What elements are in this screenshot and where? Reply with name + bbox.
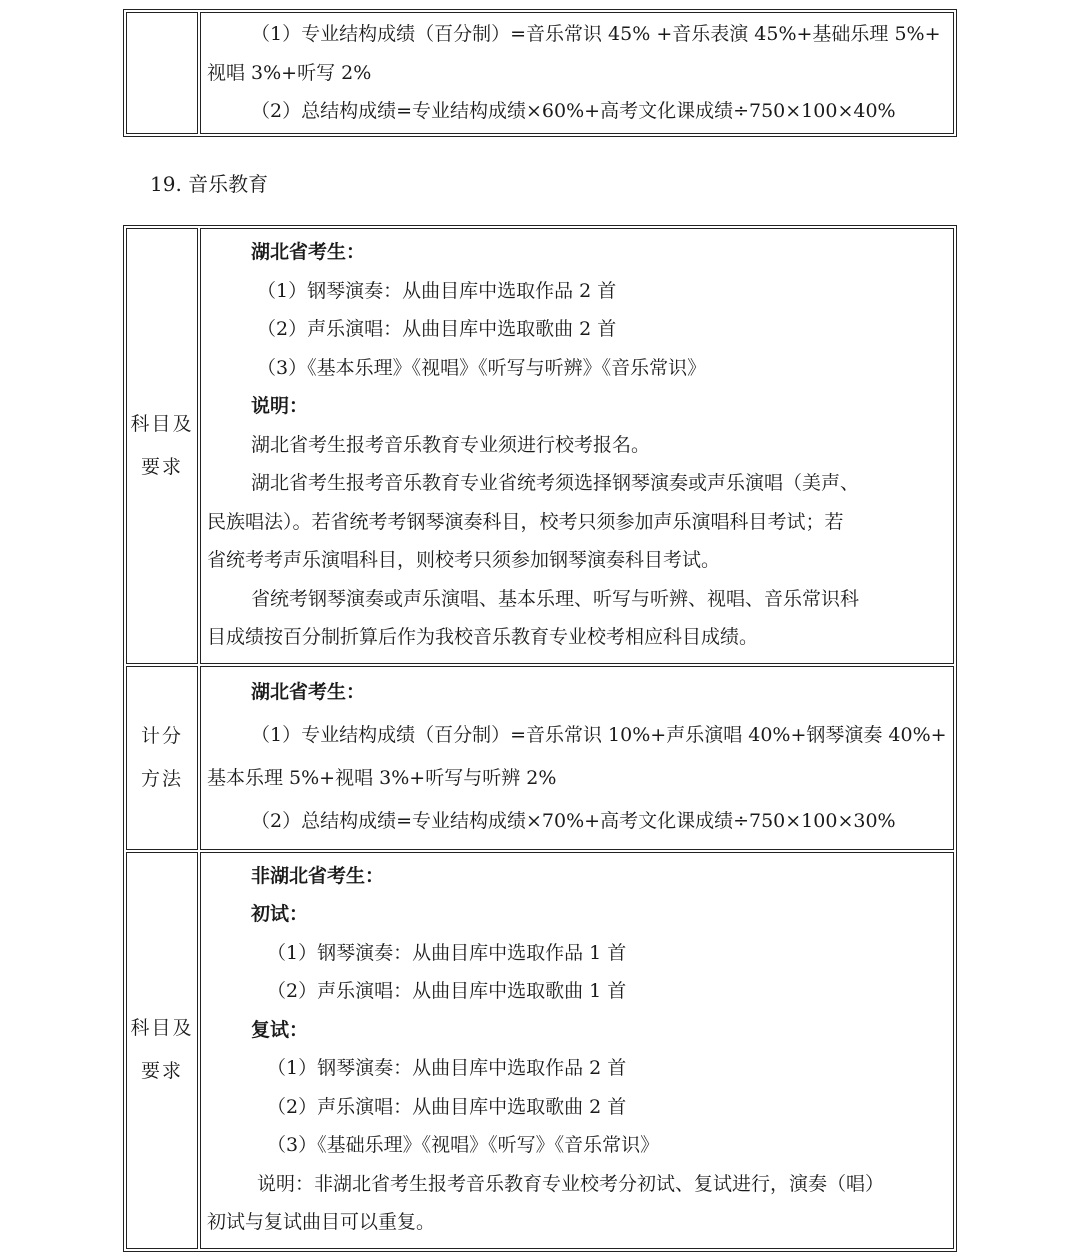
label-line-1: 计分 — [140, 724, 183, 747]
top-score-content — [200, 12, 954, 134]
item-theory: （3）《基本乐理》《视唱》《听写与听辨》《音乐常识》 — [257, 356, 707, 379]
row-subjects-hubei — [126, 228, 954, 664]
second-round-item-vocal: （2）声乐演唱：从曲目库中选取歌曲 2 首 — [267, 1095, 627, 1118]
item-vocal: （2）声乐演唱：从曲目库中选取歌曲 2 首 — [257, 318, 617, 340]
scoring-line-2: 基本乐理 5%+视唱 3%+听写与听辨 2% — [207, 766, 557, 789]
second-round-item-theory: （3）《基础乐理》《视唱》《听写》《音乐常识》 — [267, 1134, 660, 1156]
note-para-2-line-3: 省统考考声乐演唱科目，则校考只须参加钢琴演奏科目考试。 — [207, 549, 721, 571]
top-empty-label-cell — [126, 12, 198, 134]
label-line-2: 要求 — [140, 455, 183, 478]
note-para-3-line-1: 省统考钢琴演奏或声乐演唱、基本乐理、听写与听辨、视唱、音乐常识科 — [251, 587, 860, 610]
heading-hubei-scoring: 湖北省考生： — [251, 680, 366, 703]
note-label: 说明： — [251, 395, 309, 417]
first-round-item-piano: （1）钢琴演奏：从曲目库中选取作品 1 首 — [267, 941, 627, 964]
note-para-3-line-2: 目成绩按百分制折算后作为我校音乐教育专业校考相应科目成绩。 — [207, 626, 759, 648]
label-line-1: 科目及 — [130, 412, 194, 435]
item-piano: （1）钢琴演奏：从曲目库中选取作品 2 首 — [257, 279, 617, 302]
heading-non-hubei: 非湖北省考生： — [251, 864, 385, 887]
note-para-1: 湖北省考生报考音乐教育专业须进行校考报名。 — [251, 433, 651, 456]
first-round-item-vocal: （2）声乐演唱：从曲目库中选取歌曲 1 首 — [267, 980, 627, 1002]
top-line-2: 视唱 3%+听写 2% — [207, 61, 372, 84]
label-line-1: 科目及 — [130, 1017, 194, 1039]
section-title: 19. 音乐教育 — [150, 172, 269, 196]
top-score-table — [123, 9, 957, 137]
non-hubei-note-line-2: 初试与复试曲目可以重复。 — [207, 1211, 436, 1233]
label-line-2: 方法 — [140, 767, 183, 790]
first-round-label: 初试： — [251, 903, 309, 925]
top-line-3: （2）总结构成绩=专业结构成绩×60%+高考文化课成绩÷750×100×40% — [251, 100, 896, 122]
row-scoring-method — [126, 666, 954, 850]
label-subjects-requirements — [126, 228, 198, 664]
content-subjects-hubei — [200, 228, 954, 664]
heading-hubei: 湖北省考生： — [251, 241, 366, 263]
label-subjects-requirements-2 — [126, 852, 198, 1249]
top-score-row — [126, 12, 954, 134]
scoring-line-3: （2）总结构成绩=专业结构成绩×70%+高考文化课成绩÷750×100×30% — [251, 809, 896, 832]
scoring-line-1: （1）专业结构成绩（百分制）=音乐常识 10%+声乐演唱 40%+钢琴演奏 40%+ — [251, 723, 947, 746]
label-scoring-method — [126, 666, 198, 850]
content-scoring-method — [200, 666, 954, 850]
music-education-table — [123, 225, 957, 1252]
top-line-1: （1）专业结构成绩（百分制）=音乐常识 45% +音乐表演 45%+基础乐理 5%+ — [251, 23, 941, 45]
label-line-2: 要求 — [140, 1060, 183, 1082]
note-para-2-line-2: 民族唱法）。若省统考考钢琴演奏科目，校考只须参加声乐演唱科目考试；若 — [207, 510, 844, 533]
row-subjects-non-hubei — [126, 852, 954, 1249]
second-round-label: 复试： — [251, 1018, 309, 1041]
content-subjects-non-hubei — [200, 852, 954, 1249]
second-round-item-piano: （1）钢琴演奏：从曲目库中选取作品 2 首 — [267, 1057, 627, 1079]
non-hubei-note-line-1: 说明：非湖北省考生报考音乐教育专业校考分初试、复试进行，演奏（唱） — [257, 1172, 885, 1195]
note-para-2-line-1: 湖北省考生报考音乐教育专业省统考须选择钢琴演奏或声乐演唱（美声、 — [251, 472, 860, 494]
